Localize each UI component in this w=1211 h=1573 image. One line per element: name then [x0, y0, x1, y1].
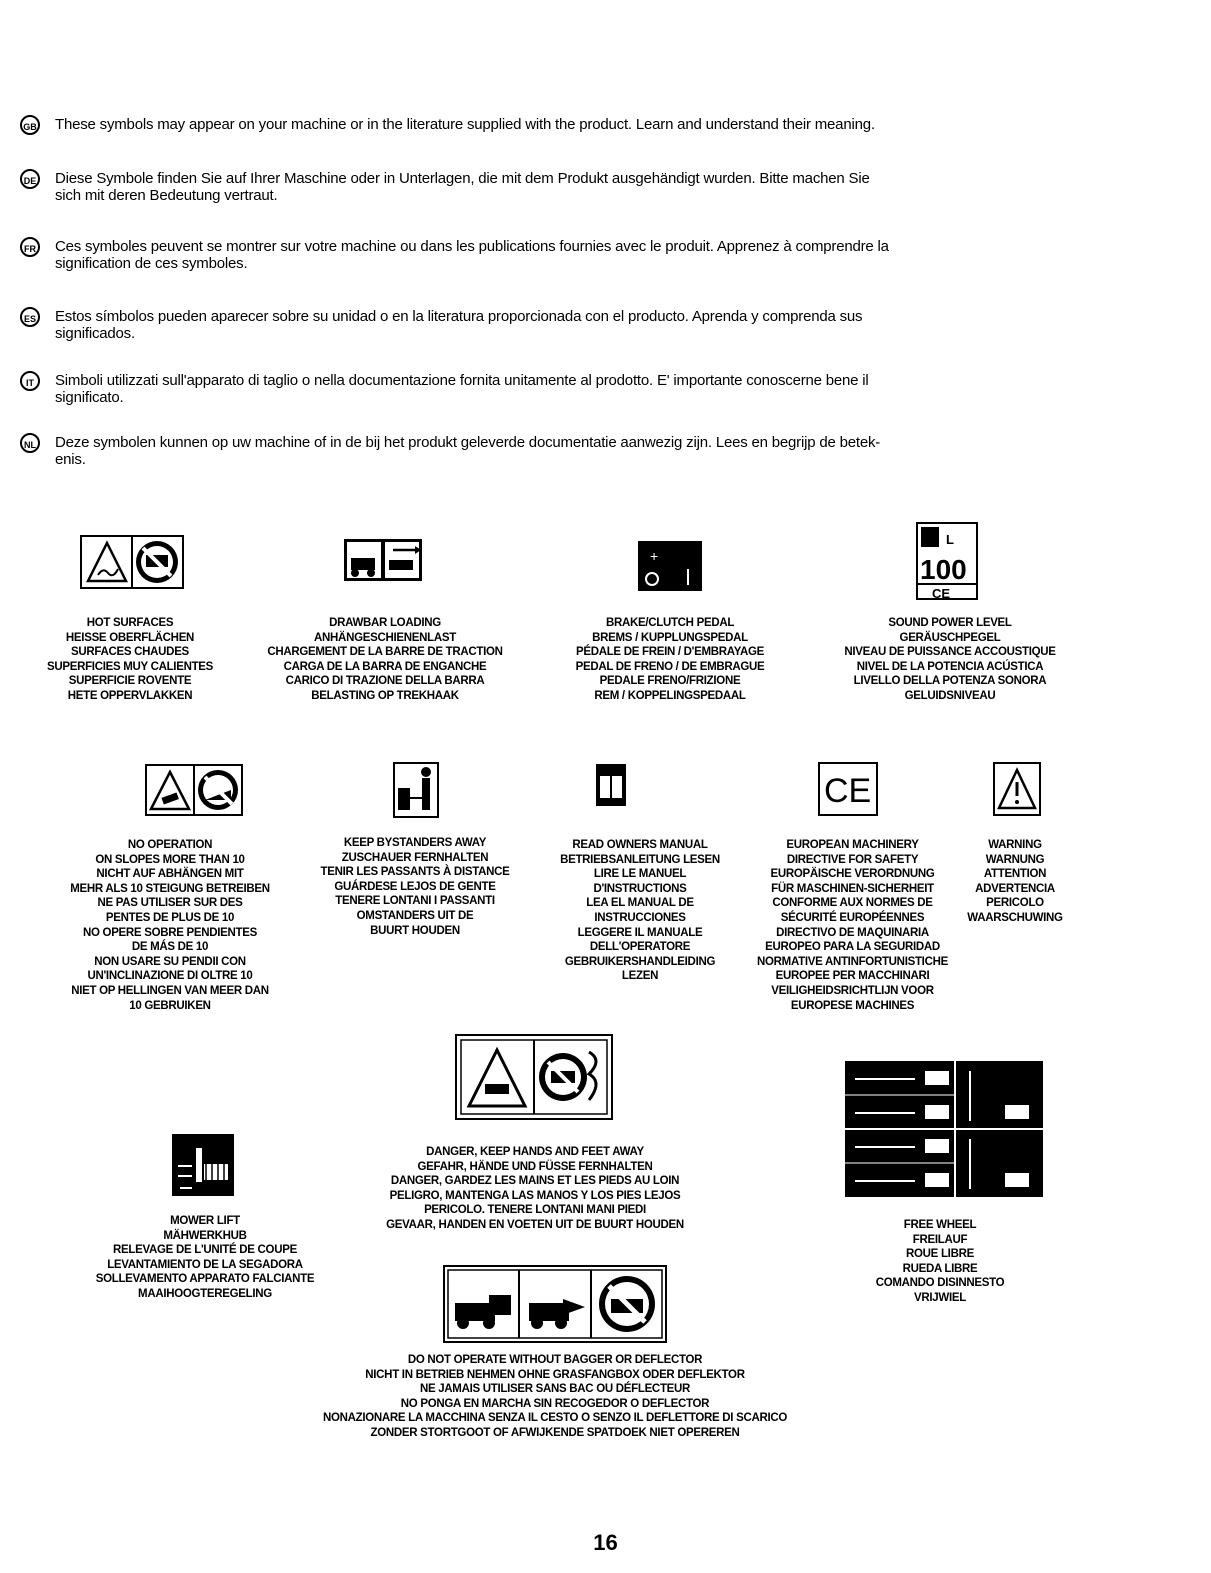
- symbol-label-line: GERÄUSCHPEGEL: [899, 631, 1001, 644]
- symbol-label-line: TENIR LES PASSANTS À DISTANCE: [320, 866, 510, 879]
- label-no-slopes: [40, 838, 300, 1013]
- symbol-label-line: BRAKE/CLUTCH PEDAL: [605, 617, 735, 629]
- symbol-label-line: DRAWBAR LOADING: [329, 617, 441, 629]
- sound-ce-text: CE: [932, 586, 951, 600]
- symbol-label-line: GUÁRDESE LEJOS DE GENTE: [334, 880, 496, 893]
- mower-lift-icon: [172, 1134, 234, 1196]
- label-free-wheel: [830, 1218, 1050, 1306]
- intro-text-es: Estos símbolos pueden aparecer sobre su unidad o en la literatura proporcionada con el producto. Aprenda y comprenda sus significados.: [55, 308, 863, 342]
- symbol-label-line: MEHR ALS 10 STEIGUNG BETREIBEN: [70, 882, 270, 895]
- intro-de: [20, 170, 1120, 204]
- symbol-label-line: BETRIEBSANLEITUNG LESEN: [560, 853, 720, 866]
- symbol-label-line: MÄHWERKHUB: [163, 1229, 247, 1242]
- symbol-label-line: SÉCURITÉ EUROPÉENNES: [780, 911, 925, 924]
- symbol-label-line: ZONDER STORTGOOT OF AFWIJKENDE SPATDOEK NIET OPEREREN: [370, 1426, 740, 1439]
- symbol-label-line: PÉDALE DE FREIN / D'EMBRAYAGE: [575, 646, 765, 659]
- symbol-label-line: HETE OPPERVLAKKEN: [67, 689, 193, 702]
- symbol-label-line: DE MÁS DE 10: [131, 941, 209, 954]
- symbol-label-line: VRIJWIEL: [914, 1291, 966, 1304]
- symbol-label-line: SOLLEVAMENTO APPARATO FALCIANTE: [95, 1273, 315, 1286]
- label-no-operate-without-bagger: [220, 1353, 890, 1441]
- intro-text-fr: Ces symboles peuvent se montrer sur votre machine ou dans les publications fournies avec le produit. Apprenez à comprendre la signification de ces symboles.: [55, 238, 889, 272]
- symbol-label-line: 10 GEBRUIKEN: [129, 999, 211, 1012]
- symbol-label-line: FÜR MASCHINEN-SICHERHEIT: [771, 882, 934, 895]
- warning-icon: [993, 762, 1041, 816]
- symbol-label-line: PEDALE FRENO/FRIZIONE: [599, 675, 741, 688]
- label-warning: [955, 838, 1075, 926]
- symbol-label-line: FREE WHEEL: [903, 1219, 977, 1231]
- symbol-label-line: SURFACES CHAUDES: [71, 646, 189, 659]
- symbol-label-line: LEZEN: [621, 970, 659, 983]
- symbol-label-line: ANHÄNGESCHIENENLAST: [314, 631, 456, 644]
- symbol-label-line: PELIGRO, MANTENGA LAS MANOS Y LOS PIES LEJOS: [389, 1189, 681, 1202]
- flag-badge-nl: NL: [20, 433, 40, 453]
- symbol-label-line: ROUE LIBRE: [906, 1248, 974, 1261]
- brake-clutch-pedal-icon: [638, 541, 702, 591]
- intro-text-nl: Deze symbolen kunnen op uw machine of in de bij het produkt geleverde documentatie aanwezig zijn. Lees en begrijp de betek- enis.: [55, 434, 881, 468]
- symbol-label-line: DIRECTIVE FOR SAFETY: [786, 853, 919, 866]
- symbol-label-line: SUPERFICIES MUY CALIENTES: [46, 660, 214, 673]
- label-brake-clutch-pedal: [535, 616, 805, 704]
- symbol-label-line: RELEVAGE DE L'UNITÉ DE COUPE: [113, 1244, 297, 1257]
- symbol-label-line: DELL'OPERATORE: [589, 941, 691, 954]
- label-ce-machinery: [720, 838, 985, 1013]
- symbol-label-line: LEVANTAMIENTO DE LA SEGADORA: [107, 1258, 303, 1271]
- symbol-label-line: ATTENTION: [983, 868, 1047, 881]
- symbol-label-line: RUEDA LIBRE: [902, 1262, 978, 1275]
- sound-power-level-icon: [916, 522, 978, 600]
- svg-text:L: L: [946, 532, 954, 547]
- symbol-label-line: NE JAMAIS UTILISER SANS BAC OU DÉFLECTEUR: [419, 1383, 691, 1396]
- hot-surfaces-icon: [80, 535, 184, 589]
- no-slopes-icon: [145, 764, 243, 816]
- symbol-label-line: OMSTANDERS UIT DE: [356, 909, 474, 922]
- intro-text-gb: These symbols may appear on your machine or in the literature supplied with the product. Learn and understand their meaning.: [55, 116, 875, 133]
- symbol-label-line: PEDAL DE FRENO / DE EMBRAGUE: [575, 660, 765, 673]
- symbol-label-line: CHARGEMENT DE LA BARRE DE TRACTION: [267, 646, 503, 659]
- symbol-label-line: NICHT IN BETRIEB NEHMEN OHNE GRASFANGBOX ODER DEFLEKTOR: [365, 1368, 745, 1381]
- symbol-label-line: NORMATIVE ANTINFORTUNISTICHE: [757, 955, 948, 968]
- intro-es: [20, 308, 1120, 342]
- symbol-label-line: NICHT AUF ABHÄNGEN MIT: [96, 868, 244, 881]
- label-hot-surfaces: [20, 616, 240, 704]
- symbol-label-line: BREMS / KUPPLUNGSPEDAL: [592, 631, 748, 644]
- intro-it: [20, 372, 1120, 406]
- flag-badge-gb: GB: [20, 115, 40, 135]
- no-operate-without-bagger-icon: [443, 1265, 667, 1343]
- symbol-label-line: SUPERFICIE ROVENTE: [68, 675, 192, 688]
- symbol-label-line: LEGGERE IL MANUALE: [577, 926, 703, 939]
- symbol-label-line: CARGA DE LA BARRA DE ENGANCHE: [283, 660, 487, 673]
- symbol-label-line: NIVEL DE LA POTENCIA ACÚSTICA: [856, 660, 1044, 673]
- symbol-label-line: PENTES DE PLUS DE 10: [105, 911, 235, 924]
- symbol-label-line: READ OWNERS MANUAL: [572, 839, 708, 851]
- drawbar-loading-icon: [343, 538, 423, 582]
- symbol-label-line: ADVERTENCIA: [975, 882, 1055, 895]
- label-mower-lift: [60, 1214, 350, 1302]
- symbol-label-line: SOUND POWER LEVEL: [888, 617, 1012, 629]
- symbol-label-line: GEFAHR, HÄNDE UND FÜSSE FERNHALTEN: [417, 1160, 653, 1173]
- symbol-label-line: NIET OP HELLINGEN VAN MEER DAN: [71, 984, 269, 997]
- intro-gb: [20, 116, 1120, 133]
- symbol-label-line: LIRE LE MANUEL: [593, 868, 687, 881]
- sound-value-text: 100: [920, 554, 967, 585]
- symbol-label-line: DIRECTIVO DE MAQUINARIA: [776, 926, 929, 939]
- flag-badge-es: ES: [20, 307, 40, 327]
- symbol-label-line: HOT SURFACES: [86, 617, 174, 629]
- symbol-label-line: WAARSCHUWING: [967, 911, 1063, 924]
- intro-text-it: Simboli utilizzati sull'apparato di taglio o nella documentazione fornita unitamente al prodotto. E' importante conoscerne bene il significato.: [55, 372, 869, 406]
- label-keep-hands-feet-away: [330, 1145, 740, 1233]
- ce-mark-text: CE: [824, 772, 872, 810]
- symbol-label-line: GEVAAR, HANDEN EN VOETEN UIT DE BUURT HOUDEN: [386, 1218, 684, 1231]
- symbol-label-line: GEBRUIKERSHANDLEIDING: [564, 955, 716, 968]
- flag-badge-fr: FR: [20, 237, 40, 257]
- symbol-label-line: BELASTING OP TREKHAAK: [311, 689, 459, 702]
- symbol-label-line: DANGER, GARDEZ LES MAINS ET LES PIEDS AU LOIN: [390, 1175, 680, 1188]
- symbol-label-line: DANGER, KEEP HANDS AND FEET AWAY: [426, 1146, 644, 1158]
- keep-hands-feet-away-icon: [455, 1034, 613, 1120]
- symbol-label-line: FREILAUF: [912, 1233, 968, 1246]
- label-sound-power-level: [805, 616, 1095, 704]
- symbol-label-line: KEEP BYSTANDERS AWAY: [343, 837, 487, 849]
- symbol-label-line: HEISSE OBERFLÄCHEN: [65, 631, 195, 644]
- svg-text:+: +: [650, 548, 659, 564]
- symbol-label-line: LIVELLO DELLA POTENZA SONORA: [853, 675, 1047, 688]
- symbol-label-line: NO OPERE SOBRE PENDIENTES: [83, 926, 257, 939]
- symbol-label-line: DO NOT OPERATE WITHOUT BAGGER OR DEFLECTOR: [407, 1354, 703, 1366]
- symbol-label-line: WARNING: [988, 839, 1042, 851]
- symbol-label-line: MOWER LIFT: [170, 1215, 240, 1227]
- read-manual-icon: [596, 764, 626, 806]
- symbol-label-line: MAAIHOOGTEREGELING: [138, 1287, 272, 1300]
- symbol-label-line: NO OPERATION: [127, 839, 213, 851]
- symbol-label-line: EUROPÄISCHE VERORDNUNG: [770, 868, 935, 881]
- symbol-label-line: UN'INCLINAZIONE DI OLTRE 10: [87, 970, 253, 983]
- symbol-label-line: GELUIDSNIVEAU: [904, 689, 996, 702]
- symbol-label-line: ON SLOPES MORE THAN 10: [95, 853, 245, 866]
- symbol-label-line: VEILIGHEIDSRICHTLIJN VOOR: [771, 984, 934, 997]
- symbol-label-line: EUROPEO PARA LA SEGURIDAD: [765, 941, 940, 954]
- symbol-label-line: TENERE LONTANI I PASSANTI: [335, 895, 495, 908]
- intro-nl: [20, 434, 1120, 468]
- symbol-label-line: NON USARE SU PENDII CON: [94, 955, 246, 968]
- intro-text-de: Diese Symbole finden Sie auf Ihrer Maschine oder in Unterlagen, die mit dem Produkt ausgehändigt wurden. Bitte machen Sie sich mit deren Bedeutung vertraut.: [55, 170, 870, 204]
- symbol-label-line: NO PONGA EN MARCHA SIN RECOGEDOR O DEFLECTOR: [400, 1397, 710, 1410]
- symbol-label-line: PERICOLO: [986, 897, 1044, 910]
- symbol-label-line: BUURT HOUDEN: [370, 924, 460, 937]
- symbol-label-line: WARNUNG: [985, 853, 1045, 866]
- symbol-label-line: PERICOLO. TENERE LONTANI MANI PIEDI: [424, 1204, 646, 1217]
- symbol-label-line: D'INSTRUCTIONS: [593, 882, 687, 895]
- symbol-label-line: LEA EL MANUAL DE: [586, 897, 694, 910]
- flag-badge-de: DE: [20, 169, 40, 189]
- symbol-label-line: EUROPEAN MACHINERY: [786, 839, 919, 851]
- symbol-label-line: EUROPEE PER MACCHINARI: [775, 970, 930, 983]
- symbol-label-line: INSTRUCCIONES: [594, 911, 686, 924]
- label-drawbar-loading: [235, 616, 535, 704]
- flag-badge-it: IT: [20, 371, 40, 391]
- symbol-label-line: NIVEAU DE PUISSANCE ACCOUSTIQUE: [844, 646, 1056, 659]
- ce-mark-icon: [818, 762, 878, 816]
- symbol-label-line: EUROPESE MACHINES: [790, 999, 915, 1012]
- page-number: 16: [593, 1530, 618, 1555]
- keep-bystanders-away-icon: [393, 762, 439, 818]
- symbol-label-line: CONFORME AUX NORMES DE: [772, 897, 933, 910]
- free-wheel-icon: [845, 1061, 1043, 1197]
- intro-fr: [20, 238, 1120, 272]
- symbol-label-line: ZUSCHAUER FERNHALTEN: [341, 851, 489, 864]
- symbol-label-line: NONAZIONARE LA MACCHINA SENZA IL CESTO O SENZO IL DEFLETTORE DI SCARICO: [322, 1412, 788, 1425]
- label-keep-bystanders: [270, 836, 560, 938]
- symbol-label-line: COMANDO DISINNESTO: [875, 1277, 1005, 1290]
- symbol-label-line: NE PAS UTILISER SUR DES: [97, 897, 243, 910]
- symbol-label-line: CARICO DI TRAZIONE DELLA BARRA: [285, 675, 485, 688]
- symbol-label-line: REM / KOPPELINGSPEDAAL: [594, 689, 746, 702]
